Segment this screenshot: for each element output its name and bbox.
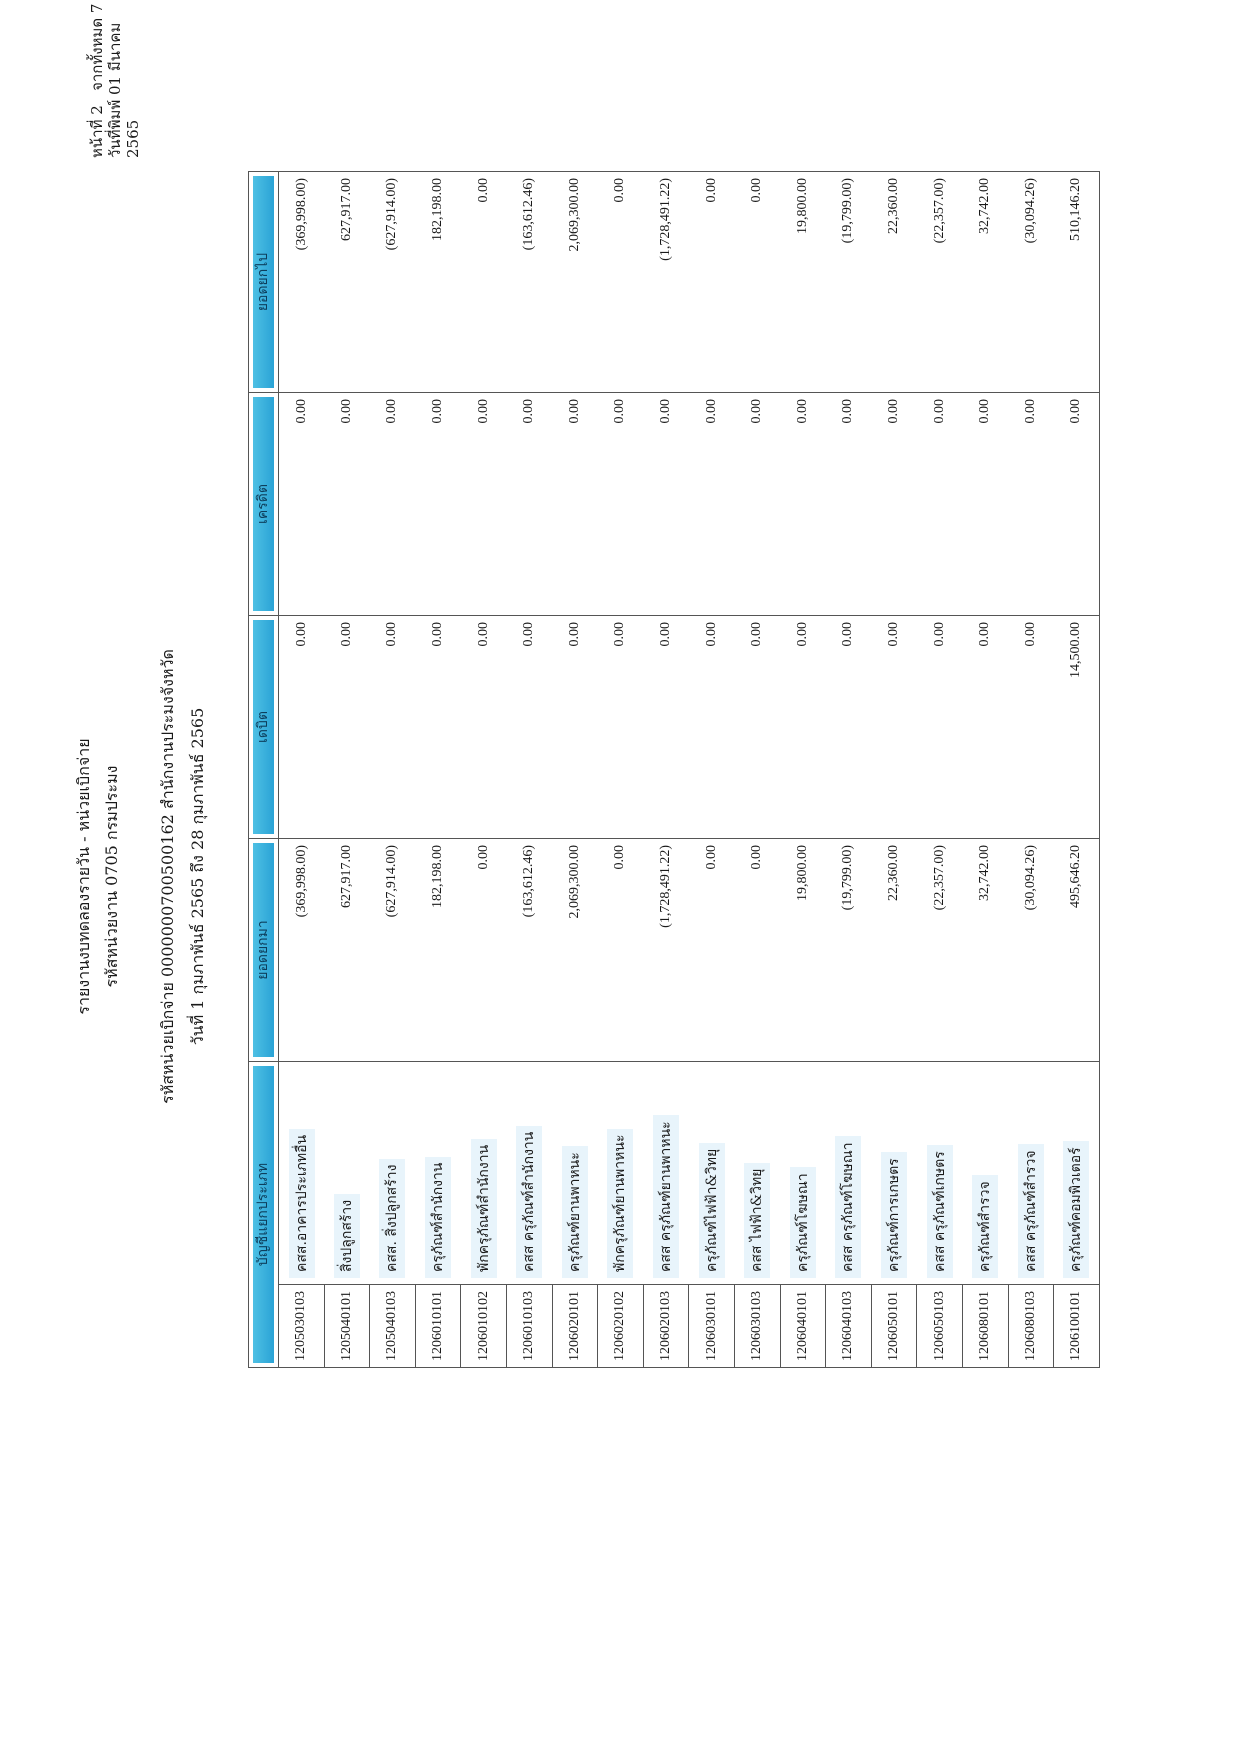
debit: 0.00 <box>598 616 644 839</box>
brought-forward: 0.00 <box>689 839 735 1062</box>
page-number: หน้าที่ 2 <box>88 105 106 158</box>
carried-forward: 32,742.00 <box>962 172 1008 393</box>
credit: 0.00 <box>1008 393 1054 616</box>
brought-forward: 0.00 <box>598 839 644 1062</box>
carried-forward: (22,357.00) <box>917 172 963 393</box>
table-row <box>598 172 644 1368</box>
account-code: 1206030101 <box>689 1285 735 1368</box>
account-code: 1206020101 <box>552 1285 598 1368</box>
credit: 0.00 <box>917 393 963 616</box>
trial-balance-table <box>248 171 1100 1368</box>
page-info <box>88 0 142 158</box>
account-code: 1206080101 <box>962 1285 1008 1368</box>
account-name: พักครุภัณฑ์ยานพาหนะ <box>598 1062 644 1285</box>
debit: 0.00 <box>734 616 780 839</box>
credit: 0.00 <box>1054 393 1100 616</box>
debit: 0.00 <box>962 616 1008 839</box>
table-row <box>461 172 507 1368</box>
table-row <box>689 172 735 1368</box>
debit: 0.00 <box>917 616 963 839</box>
credit: 0.00 <box>780 393 826 616</box>
table-row <box>962 172 1008 1368</box>
carried-forward: 19,800.00 <box>780 172 826 393</box>
col-debit: เดบิต <box>249 616 279 839</box>
debit: 0.00 <box>643 616 689 839</box>
carried-forward: (163,612.46) <box>506 172 552 393</box>
account-name: คสส.อาคารประเภทอื่น <box>279 1062 325 1285</box>
debit: 0.00 <box>279 616 325 839</box>
table-row <box>370 172 416 1368</box>
account-name: คสส ครุภัณฑ์เกษตร <box>917 1062 963 1285</box>
debit: 0.00 <box>506 616 552 839</box>
table-row <box>506 172 552 1368</box>
account-code: 1205040101 <box>324 1285 370 1368</box>
account-name: คสส. สิ่งปลูกสร้าง <box>370 1062 416 1285</box>
carried-forward: 22,360.00 <box>871 172 917 393</box>
account-code: 1206100101 <box>1054 1285 1100 1368</box>
col-brought-forward: ยอดยกมา <box>249 839 279 1062</box>
debit: 0.00 <box>415 616 461 839</box>
disbursement-unit: รหัสหน่วยเบิกจ่าย 0000000700500162 สำนักงานประมงจังหวัด <box>158 649 177 1104</box>
account-name: ครุภัณฑ์สำนักงาน <box>415 1062 461 1285</box>
brought-forward: 0.00 <box>734 839 780 1062</box>
table-row <box>279 172 325 1368</box>
brought-forward: (1,728,491.22) <box>643 839 689 1062</box>
account-code: 1206010102 <box>461 1285 507 1368</box>
brought-forward: 495,646.20 <box>1054 839 1100 1062</box>
debit: 0.00 <box>826 616 872 839</box>
carried-forward: 0.00 <box>689 172 735 393</box>
account-name: ครุภัณฑ์สำรวจ <box>962 1062 1008 1285</box>
credit: 0.00 <box>461 393 507 616</box>
account-name: คสส ไฟฟ้า&วิทยุ <box>734 1062 780 1285</box>
page-total: จากทั้งหมด 7 <box>88 3 106 91</box>
carried-forward: 0.00 <box>598 172 644 393</box>
account-code: 1206040101 <box>780 1285 826 1368</box>
credit: 0.00 <box>552 393 598 616</box>
account-name: ครุภัณฑ์โฆษณา <box>780 1062 826 1285</box>
col-account: บัญชีแยกประเภท <box>249 1062 279 1368</box>
table-row <box>734 172 780 1368</box>
debit: 0.00 <box>871 616 917 839</box>
agency-code: รหัสหน่วยงาน 0705 กรมประมง <box>102 765 121 988</box>
debit: 0.00 <box>1008 616 1054 839</box>
brought-forward: (22,357.00) <box>917 839 963 1062</box>
account-name: คสส ครุภัณฑ์โฆษณา <box>826 1062 872 1285</box>
account-name: คสส ครุภัณฑ์ยานพาหนะ <box>643 1062 689 1285</box>
brought-forward: 627,917.00 <box>324 839 370 1062</box>
brought-forward: 0.00 <box>461 839 507 1062</box>
brought-forward: (369,998.00) <box>279 839 325 1062</box>
credit: 0.00 <box>871 393 917 616</box>
account-name: คสส ครุภัณฑ์สำรวจ <box>1008 1062 1054 1285</box>
credit: 0.00 <box>370 393 416 616</box>
credit: 0.00 <box>279 393 325 616</box>
account-code: 1205030103 <box>279 1285 325 1368</box>
table-row <box>1008 172 1054 1368</box>
account-name: ครุภัณฑ์คอมพิวเตอร์ <box>1054 1062 1100 1285</box>
carried-forward: 2,069,300.00 <box>552 172 598 393</box>
debit: 0.00 <box>552 616 598 839</box>
account-code: 1206040103 <box>826 1285 872 1368</box>
account-code: 1206050103 <box>917 1285 963 1368</box>
table-row <box>780 172 826 1368</box>
brought-forward: 32,742.00 <box>962 839 1008 1062</box>
brought-forward: 2,069,300.00 <box>552 839 598 1062</box>
credit: 0.00 <box>506 393 552 616</box>
carried-forward: (627,914.00) <box>370 172 416 393</box>
brought-forward: (19,799.00) <box>826 839 872 1062</box>
debit: 14,500.00 <box>1054 616 1100 839</box>
brought-forward: (163,612.46) <box>506 839 552 1062</box>
table-row <box>415 172 461 1368</box>
col-credit: เครดิต <box>249 393 279 616</box>
brought-forward: 19,800.00 <box>780 839 826 1062</box>
account-code: 1206020102 <box>598 1285 644 1368</box>
account-name: ครุภัณฑ์ไฟฟ้า&วิทยุ <box>689 1062 735 1285</box>
credit: 0.00 <box>643 393 689 616</box>
table-header-row <box>249 172 279 1368</box>
debit: 0.00 <box>780 616 826 839</box>
brought-forward: (30,094.26) <box>1008 839 1054 1062</box>
report-period: วันที่ 1 กุมภาพันธ์ 2565 ถึง 28 กุมภาพันธ์ 2565 <box>188 707 207 1046</box>
table-row <box>871 172 917 1368</box>
carried-forward: 0.00 <box>734 172 780 393</box>
brought-forward: 22,360.00 <box>871 839 917 1062</box>
account-code: 1206030103 <box>734 1285 780 1368</box>
carried-forward: 0.00 <box>461 172 507 393</box>
account-code: 1206010103 <box>506 1285 552 1368</box>
credit: 0.00 <box>826 393 872 616</box>
carried-forward: 627,917.00 <box>324 172 370 393</box>
table-row <box>643 172 689 1368</box>
account-name: พักครุภัณฑ์สำนักงาน <box>461 1062 507 1285</box>
credit: 0.00 <box>962 393 1008 616</box>
account-name: สิ่งปลูกสร้าง <box>324 1062 370 1285</box>
credit: 0.00 <box>324 393 370 616</box>
report-title: รายงานงบทดลองรายวัน - หน่วยเบิกจ่าย <box>74 738 93 1015</box>
account-code: 1206020103 <box>643 1285 689 1368</box>
debit: 0.00 <box>689 616 735 839</box>
brought-forward: (627,914.00) <box>370 839 416 1062</box>
col-carried-forward: ยอดยกไป <box>249 172 279 393</box>
credit: 0.00 <box>598 393 644 616</box>
table-row <box>1054 172 1100 1368</box>
account-code: 1206050101 <box>871 1285 917 1368</box>
carried-forward: 510,146.20 <box>1054 172 1100 393</box>
table-row <box>324 172 370 1368</box>
account-name: ครุภัณฑ์การเกษตร <box>871 1062 917 1285</box>
credit: 0.00 <box>689 393 735 616</box>
account-code: 1206080103 <box>1008 1285 1054 1368</box>
table-row <box>552 172 598 1368</box>
account-name: คสส ครุภัณฑ์สำนักงาน <box>506 1062 552 1285</box>
carried-forward: (1,728,491.22) <box>643 172 689 393</box>
account-code: 1206010101 <box>415 1285 461 1368</box>
account-code: 1205040103 <box>370 1285 416 1368</box>
debit: 0.00 <box>370 616 416 839</box>
print-date: วันที่พิมพ์ 01 มีนาคม 2565 <box>106 22 142 158</box>
brought-forward: 182,198.00 <box>415 839 461 1062</box>
carried-forward: (30,094.26) <box>1008 172 1054 393</box>
debit: 0.00 <box>461 616 507 839</box>
table-row <box>826 172 872 1368</box>
table-row <box>917 172 963 1368</box>
credit: 0.00 <box>734 393 780 616</box>
carried-forward: (19,799.00) <box>826 172 872 393</box>
account-name: ครุภัณฑ์ยานพาหนะ <box>552 1062 598 1285</box>
debit: 0.00 <box>324 616 370 839</box>
carried-forward: 182,198.00 <box>415 172 461 393</box>
credit: 0.00 <box>415 393 461 616</box>
carried-forward: (369,998.00) <box>279 172 325 393</box>
